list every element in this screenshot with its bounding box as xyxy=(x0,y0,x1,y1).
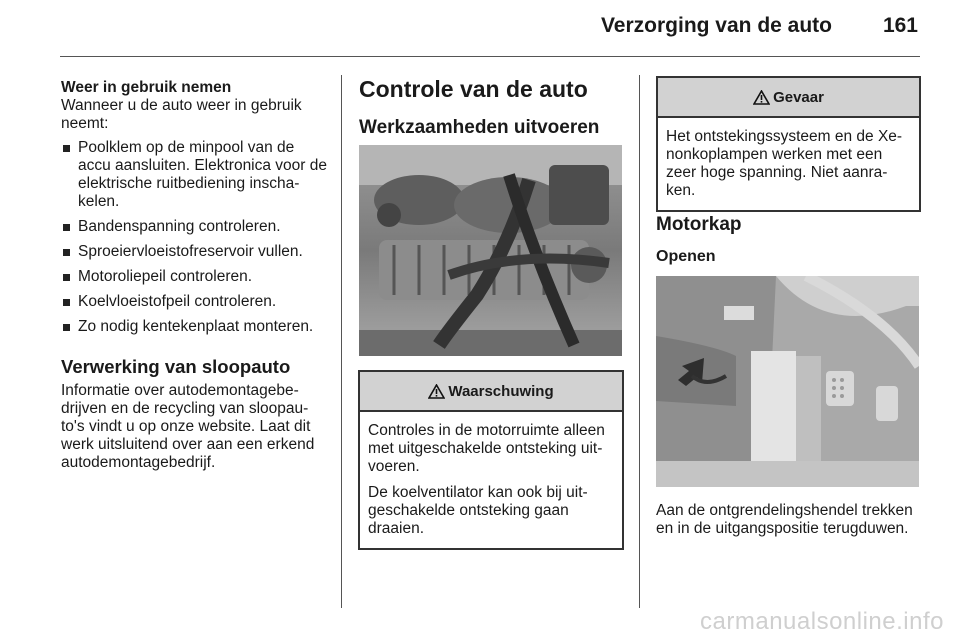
hood-release-illustration xyxy=(656,276,919,487)
bullet-square-icon xyxy=(63,145,70,152)
danger-box-body xyxy=(658,118,919,210)
list-item: Zo nodig kentekenplaat monteren. xyxy=(61,318,329,336)
warning-box-body xyxy=(360,412,622,548)
subsection-heading: Werkzaamheden uitvoeren xyxy=(359,117,600,138)
section-text-scrap: Informatie over autodemontagebe-drijven en de recycling van sloopau-to's vindt u op onze website. Laat dit werk uitsluitend over aan een erkend autodemontagebedrijf. xyxy=(61,382,315,471)
danger-label: Gevaar xyxy=(773,88,824,106)
danger-text: Het ontstekingssysteem en de Xe-nonkoplampen werken met een zeer hoge spanning. Niet aanra-ken. xyxy=(666,128,903,199)
warning-label: Waarschuwing xyxy=(448,382,554,400)
page-number: 161 xyxy=(882,14,918,37)
engine-bay-illustration xyxy=(359,145,622,356)
column-divider-left xyxy=(341,75,342,608)
bullet-square-icon xyxy=(63,224,70,231)
warning-triangle-icon xyxy=(753,90,770,105)
bullet-square-icon xyxy=(63,249,70,256)
header-rule xyxy=(60,56,920,57)
section-heading-reuse: Weer in gebruik nemen xyxy=(61,79,232,96)
warning-text-1: Controles in de motorruimte alleen met uitgeschakelde ontsteking uit-voeren. xyxy=(368,422,605,475)
watermark: carmanualsonline.info xyxy=(700,608,944,635)
column-divider-right xyxy=(639,75,640,608)
hood-release-image xyxy=(656,276,919,487)
page-title: Controle van de auto xyxy=(359,76,588,102)
engine-bay-image xyxy=(359,145,622,356)
list-item: Poolklem op de minpool van de accu aansluiten. Elektronica voor de elektrische ruitbediening inscha-kelen. xyxy=(61,139,329,211)
checklist xyxy=(61,139,329,336)
warning-text-2: De koelventilator kan ook bij uit-geschakelde ontsteking gaan draaien. xyxy=(368,484,588,537)
warning-triangle-icon xyxy=(428,384,445,399)
bullet-square-icon xyxy=(63,324,70,331)
warning-box-header xyxy=(360,372,622,412)
bullet-square-icon xyxy=(63,299,70,306)
page-header-title: Verzorging van de auto xyxy=(600,14,832,37)
list-item: Sproeiervloeistofreservoir vullen. xyxy=(61,243,329,261)
bullet-square-icon xyxy=(63,274,70,281)
list-item: Koelvloeistofpeil controleren. xyxy=(61,293,329,311)
section-heading-scrap: Verwerking van sloopauto xyxy=(61,356,291,377)
hood-caption: Aan de ontgrendelingshendel trekken en in de uitgangspositie terugduwen. xyxy=(656,502,913,537)
section-heading-hood: Motorkap xyxy=(656,214,742,235)
list-item: Motoroliepeil controleren. xyxy=(61,268,329,286)
subsection-heading-open: Openen xyxy=(656,248,716,265)
section-intro: Wanneer u de auto weer in gebruik neemt: xyxy=(61,97,302,132)
danger-box-header xyxy=(658,78,919,118)
danger-box xyxy=(656,76,921,212)
column-1 xyxy=(61,79,329,472)
list-item: Bandenspanning controleren. xyxy=(61,218,329,236)
warning-box xyxy=(358,370,624,550)
